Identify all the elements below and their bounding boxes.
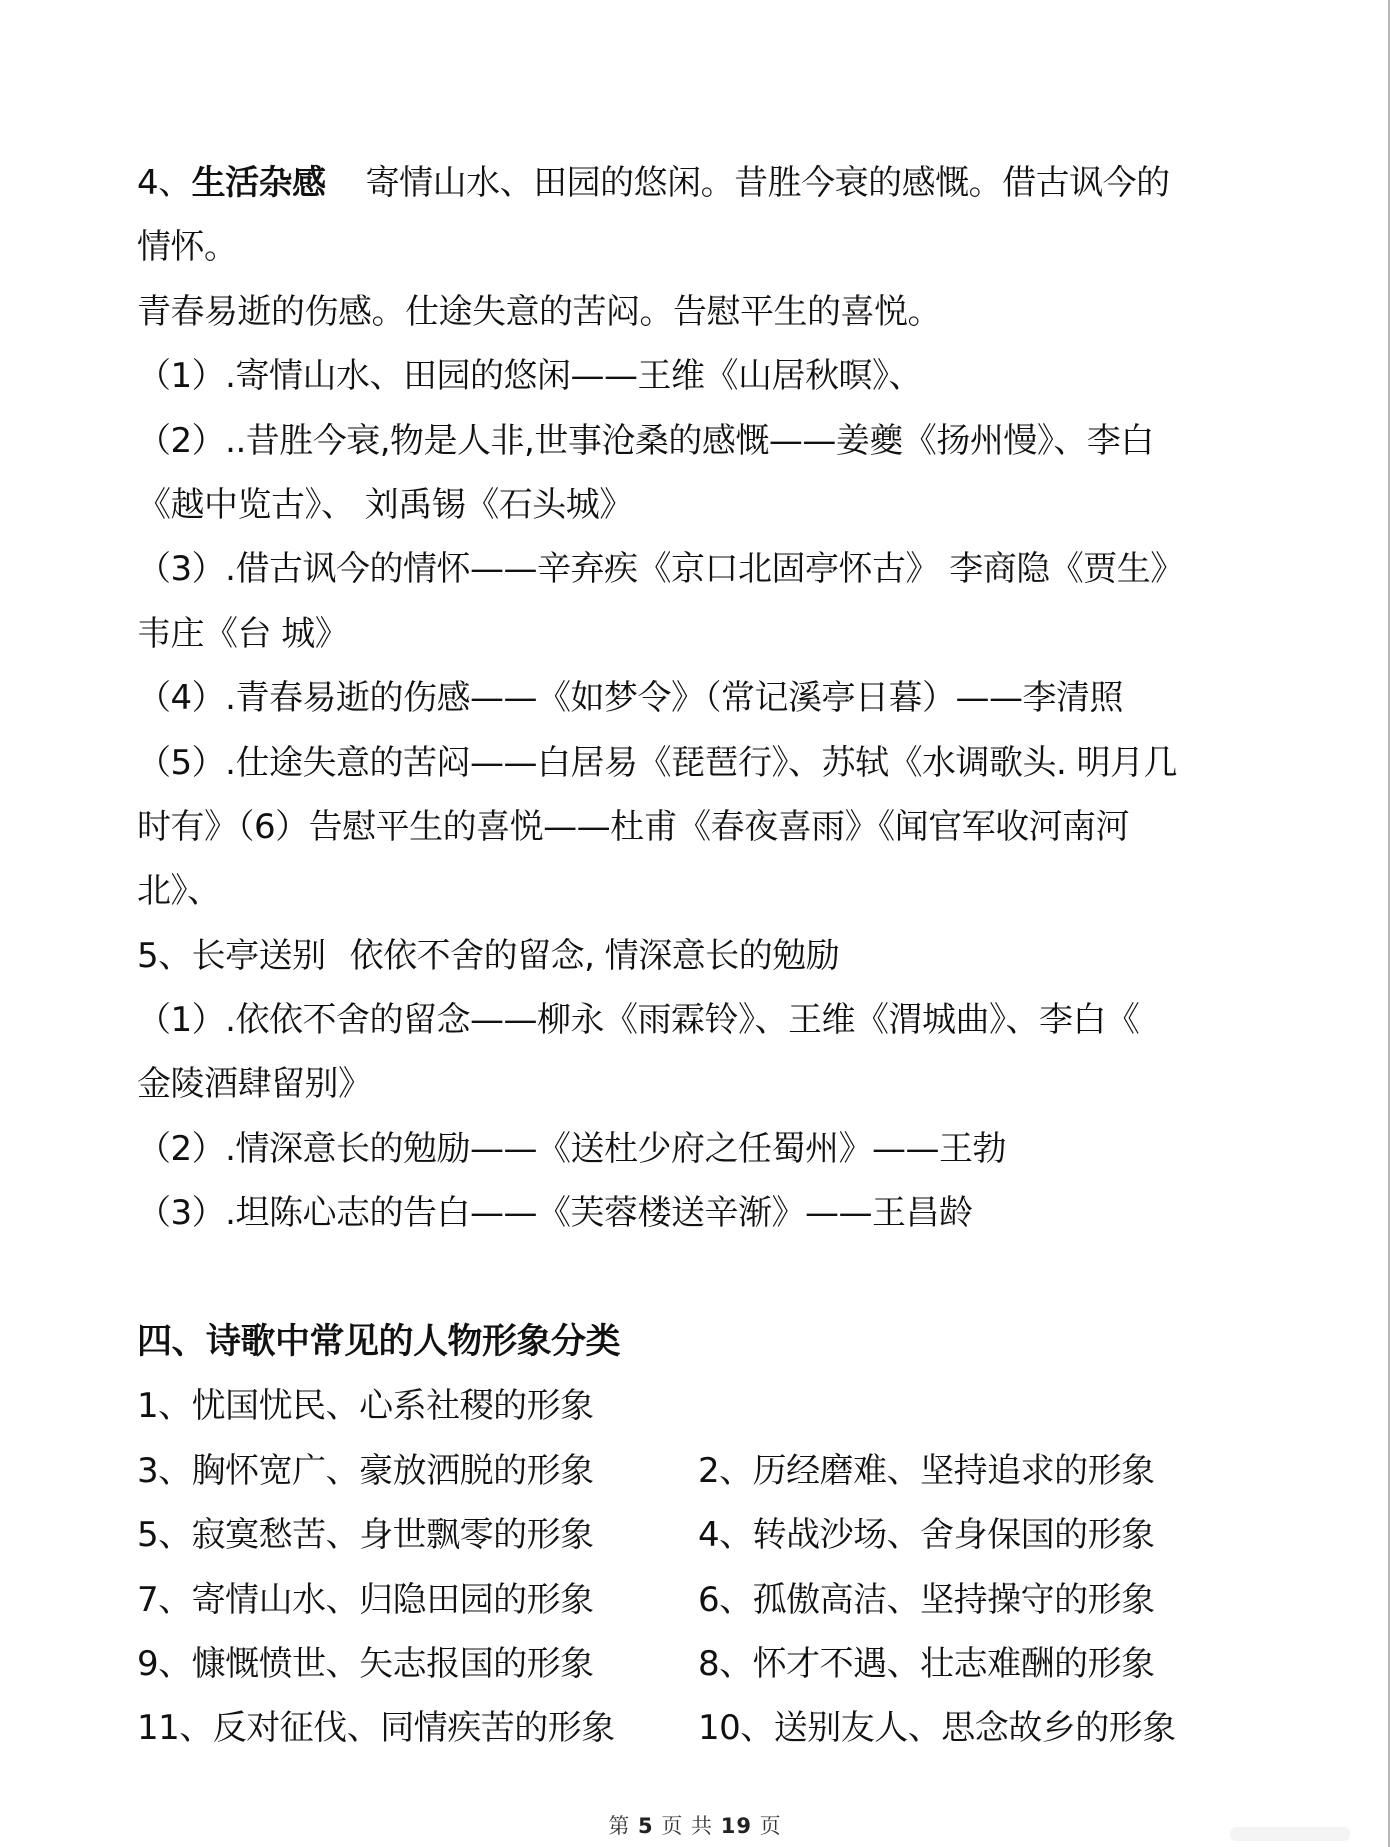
faint-watermark bbox=[1230, 1827, 1350, 1841]
current-page-number: 5 bbox=[638, 1814, 654, 1838]
page-content bbox=[137, 151, 1377, 1761]
section-4-title-line bbox=[137, 151, 1377, 215]
section-5-title: 长亭送别 bbox=[191, 935, 326, 976]
section-4-intro-2: 青春易逝的伤感。仕途失意的苦闷。告慰平生的喜悦。 bbox=[137, 291, 941, 332]
section-4-item-3-cont: 韦庄《台 城》 bbox=[137, 613, 349, 654]
section-5-number: 5、 bbox=[137, 935, 192, 976]
character-type-item: 2、历经磨难、坚持追求的形象 bbox=[698, 1450, 1155, 1491]
section-4-intro: 寄情山水、田园的悠闲。昔胜今衰的感慨。借古讽今的 bbox=[365, 163, 1170, 203]
footer-suffix: 页 bbox=[759, 1814, 782, 1838]
section-4-item-1: （1）.寄情山水、田园的悠闲——王维《山居秋暝》、 bbox=[137, 356, 922, 397]
section-heading-character-types: 四、诗歌中常见的人物形象分类 bbox=[137, 1322, 621, 1363]
character-type-row bbox=[137, 1632, 1377, 1696]
character-type-item: 6、孤傲高洁、坚持操守的形象 bbox=[698, 1579, 1155, 1620]
character-type-item: 8、怀才不遇、壮志难酬的形象 bbox=[698, 1643, 1155, 1684]
character-type-item: 11、反对征伐、同情疾苦的形象 bbox=[137, 1708, 615, 1749]
character-type-item: 9、慷慨愤世、矢志报国的形象 bbox=[137, 1643, 594, 1684]
section-4-intro-cont: 情怀。 bbox=[137, 227, 238, 268]
character-type-row bbox=[137, 1439, 1377, 1503]
section-4-item-3: （3）.借古讽今的情怀——辛弃疾《京口北固亭怀古》 李商隐《贾生》 bbox=[137, 549, 1184, 590]
character-type-row bbox=[137, 1374, 1377, 1438]
character-type-item: 3、胸怀宽广、豪放洒脱的形象 bbox=[137, 1450, 594, 1491]
section-4-item-5-6: 时有》（6）告慰平生的喜悦——杜甫《春夜喜雨》《闻官军收河南河 bbox=[137, 806, 1130, 847]
section-4-item-4: （4）.青春易逝的伤感——《如梦令》（常记溪亭日暮）——李清照 bbox=[137, 678, 1123, 719]
character-type-item: 4、转战沙场、舍身保国的形象 bbox=[698, 1515, 1155, 1556]
page-footer bbox=[0, 1810, 1390, 1840]
character-type-row bbox=[137, 1696, 1377, 1760]
section-4-item-6-cont: 北》、 bbox=[137, 871, 221, 912]
character-type-row bbox=[137, 1503, 1377, 1567]
character-type-item: 7、寄情山水、归隐田园的形象 bbox=[137, 1579, 594, 1620]
character-type-item: 10、送别友人、思念故乡的形象 bbox=[698, 1708, 1176, 1749]
section-4-item-5: （5）.仕途失意的苦闷——白居易《琵琶行》、苏轼《水调歌头. 明月几 bbox=[137, 742, 1178, 783]
character-type-item: 5、寂寞愁苦、身世飘零的形象 bbox=[137, 1515, 594, 1556]
section-4-item-2-cont: 《越中览古》、 刘禹锡《石头城》 bbox=[137, 484, 633, 525]
section-5-item-1-cont: 金陵酒肆留别》 bbox=[137, 1064, 372, 1105]
section-5-intro: 依依不舍的留念, 情深意长的勉励 bbox=[349, 935, 840, 976]
section-4-number: 4、 bbox=[137, 163, 192, 203]
section-5-item-2: （2）.情深意长的勉励——《送杜少府之任蜀州》——王勃 bbox=[137, 1128, 1006, 1169]
section-4-item-2: （2）..昔胜今衰,物是人非,世事沧桑的感慨——姜夔《扬州慢》、李白 bbox=[137, 420, 1154, 461]
footer-prefix: 第 bbox=[608, 1814, 631, 1838]
section-5-title-line bbox=[137, 924, 1377, 988]
section-4-title: 生活杂感 bbox=[191, 163, 326, 203]
footer-middle: 页 共 bbox=[661, 1814, 714, 1838]
character-type-item: 1、忧国忧民、心系社稷的形象 bbox=[137, 1386, 594, 1427]
character-type-row bbox=[137, 1568, 1377, 1632]
total-pages-number: 19 bbox=[720, 1814, 752, 1838]
blank-line bbox=[137, 1246, 1377, 1310]
character-type-item bbox=[698, 1374, 1377, 1438]
section-5-item-1: （1）.依依不舍的留念——柳永《雨霖铃》、王维《渭城曲》、李白《 bbox=[137, 1000, 1140, 1041]
section-5-item-3: （3）.坦陈心志的告白——《芙蓉楼送辛渐》——王昌龄 bbox=[137, 1193, 973, 1234]
